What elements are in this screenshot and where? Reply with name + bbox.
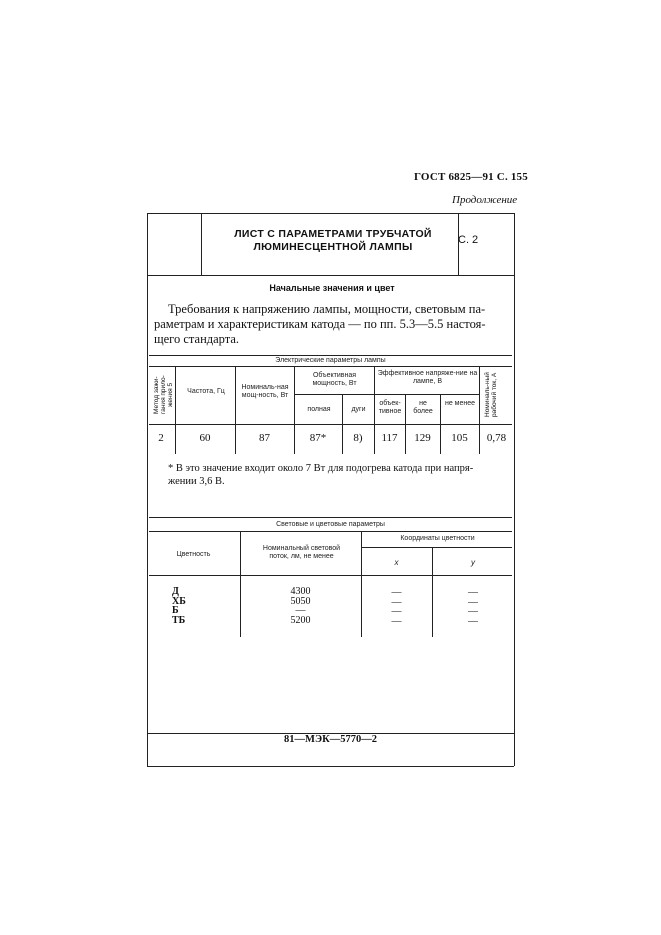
row-x: —	[391, 615, 402, 627]
footer-code: 81—МЭК—5770—2	[284, 734, 377, 745]
sheet-title	[215, 228, 451, 254]
header-frequency: Частота, Гц	[187, 388, 225, 395]
frame-top-line	[147, 213, 514, 214]
cell-current: 0,78	[486, 432, 507, 444]
cell-method: 2	[158, 432, 164, 444]
row-color: Д	[172, 586, 179, 597]
footnote	[168, 462, 513, 488]
header-full: полная	[307, 406, 331, 413]
etable-caption-line	[149, 366, 512, 367]
col-divider-6	[405, 394, 406, 454]
row-color: ТБ	[172, 614, 186, 626]
header-x: х	[394, 558, 399, 567]
row-flux: 5200	[290, 614, 311, 626]
row-color: ХБ	[172, 595, 186, 607]
cell-min-voltage: 105	[451, 432, 468, 444]
sheet-title-line2: ЛЮМИНЕСЦЕНТНОЙ ЛАМПЫ	[253, 241, 413, 253]
coords-subheader-line	[361, 547, 512, 548]
header-objective-power: Объективная мощность, Вт	[312, 372, 357, 387]
etable-caption: Электрические параметры лампы	[275, 357, 386, 364]
cell-frequency: 60	[199, 432, 211, 444]
ltable-caption-line	[149, 531, 512, 532]
frame-right-border	[514, 213, 515, 766]
light-table	[147, 517, 514, 637]
footnote-line2: жении 3,6 В.	[168, 476, 225, 487]
col-divider-4	[342, 394, 343, 454]
cell-arc-power: 8)	[353, 432, 363, 444]
sheet-frame	[147, 213, 514, 766]
row-y: —	[468, 596, 478, 608]
footnote-line1: * В это значение входит около 7 Вт для подогрева катода при напря-	[168, 463, 474, 474]
etable-top	[149, 355, 512, 356]
ltable-top	[149, 517, 512, 518]
requirement-line2: раметрам и характеристикам катода — по пп. 5.3—5.5 настоя-	[154, 317, 486, 331]
row-x: —	[391, 596, 402, 608]
doc-reference: ГОСТ 6825—91 С. 155	[414, 171, 528, 183]
header-effective-voltage: Эффективное напряже-ние на лампе, В	[377, 370, 478, 385]
voltage-subheader-line	[374, 394, 479, 395]
header-objective: объек-тивное	[378, 400, 402, 415]
row-x: —	[391, 587, 402, 598]
title-bottom-line	[147, 275, 514, 276]
header-coords: Координаты цветности	[400, 535, 475, 542]
frame-bottom-line	[147, 766, 514, 767]
header-nominal-power: Номиналь-ная мощ-ность, Вт	[241, 384, 289, 399]
row-y: —	[468, 615, 478, 627]
section-title: Начальные значения и цвет	[269, 283, 395, 293]
table-row	[147, 597, 514, 607]
row-flux: —	[295, 605, 306, 616]
etable-header-bottom	[149, 424, 512, 425]
sheet-title-line1: ЛИСТ С ПАРАМЕТРАМИ ТРУБЧАТОЙ	[234, 228, 432, 240]
requirement-line1: Требования к напряжению лампы, мощности, световым па-	[168, 302, 486, 316]
header-arc: дуги	[351, 406, 366, 413]
row-flux: 5050	[290, 595, 311, 607]
table-row	[147, 606, 514, 616]
header-not-less: не менее	[444, 400, 476, 407]
row-x: —	[391, 606, 402, 617]
col-divider-7	[440, 394, 441, 454]
ltable-rows	[147, 587, 514, 625]
ltable-header-bottom	[149, 575, 512, 576]
header-color: Цветность	[176, 551, 211, 558]
row-color: Б	[172, 605, 179, 616]
sheet-code: С. 2	[458, 234, 479, 246]
requirement-text	[154, 302, 510, 347]
header-flux: Номинальный световой поток, лм, не менее	[262, 545, 341, 560]
header-not-more: не более	[413, 400, 433, 415]
cell-max-voltage: 129	[414, 432, 431, 444]
cell-full-power: 87*	[309, 432, 327, 444]
header-method: Метод зажи-гания прило-жения 5	[153, 375, 174, 415]
requirement-line3: щего стандарта.	[154, 332, 240, 346]
continuation-label: Продолжение	[452, 194, 518, 206]
ltable-caption: Световые и цветовые параметры	[276, 521, 385, 528]
header-nominal-current: Номиналь-ный рабочий ток, А	[484, 372, 498, 418]
table-row	[147, 587, 514, 597]
cell-objective-voltage: 117	[381, 432, 398, 444]
row-y: —	[468, 587, 478, 598]
cell-nominal-power: 87	[259, 432, 270, 444]
row-y: —	[468, 606, 478, 617]
frame-left-border	[147, 213, 148, 766]
title-divider-left	[201, 213, 202, 275]
header-y: у	[471, 558, 475, 567]
row-flux: 4300	[290, 586, 311, 597]
electrical-table	[147, 355, 514, 455]
table-row	[147, 616, 514, 626]
